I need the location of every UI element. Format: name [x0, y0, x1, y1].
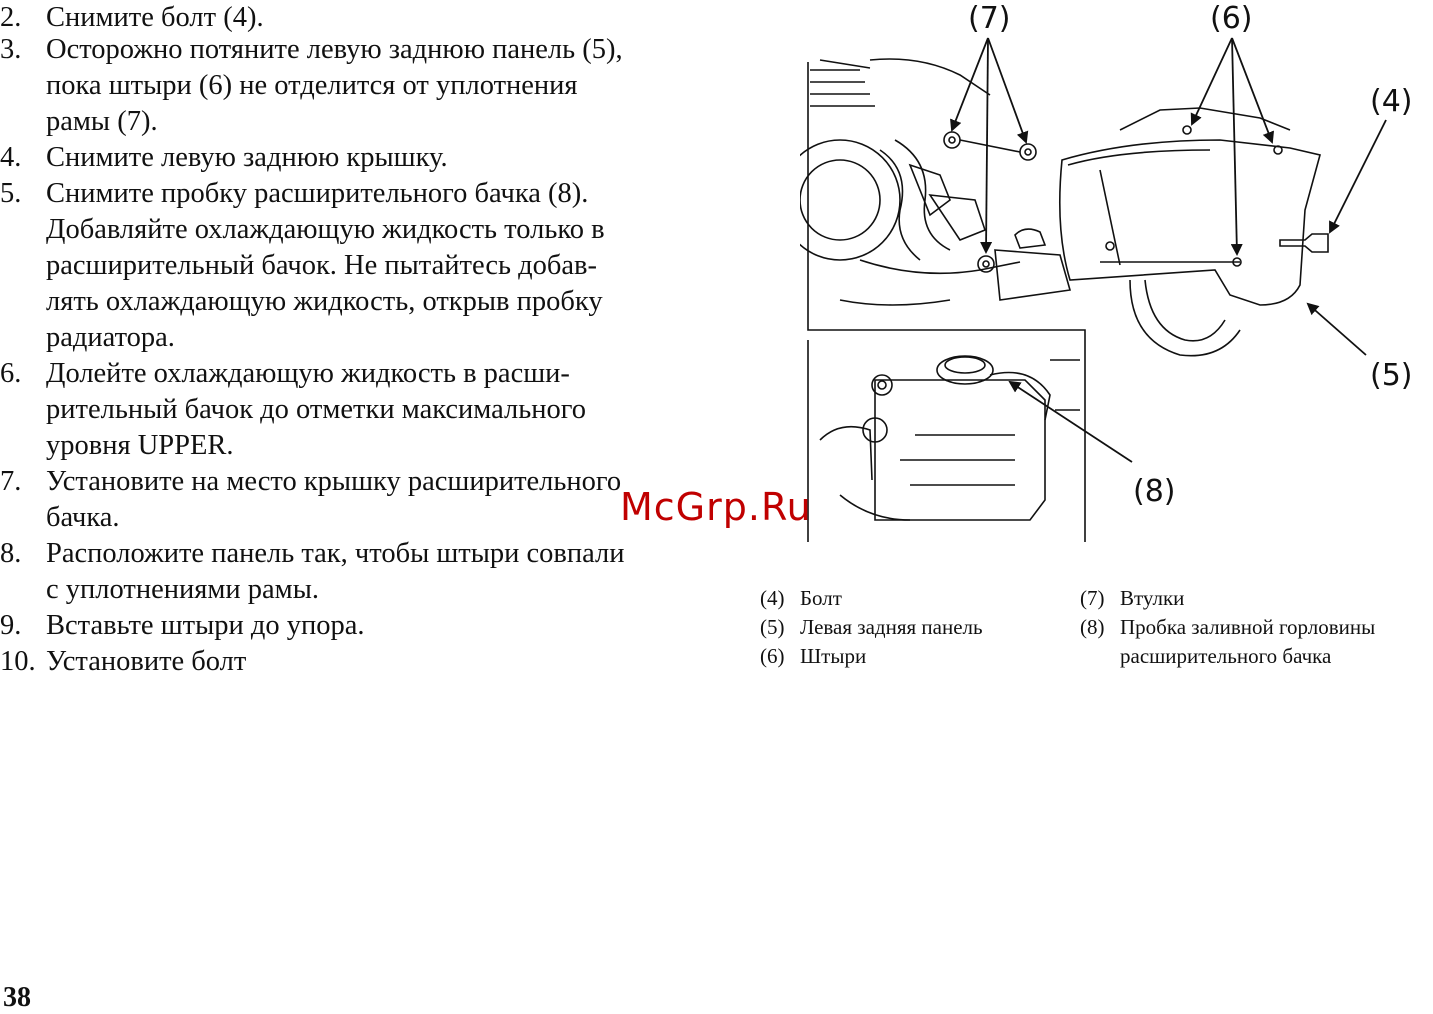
step-text: Снимите болт (4). [46, 2, 264, 33]
legend-left [760, 584, 983, 671]
step-number: 7. [0, 466, 22, 497]
step-text: уровня UPPER. [46, 430, 234, 461]
callout-5: (5) [1370, 358, 1413, 393]
step-number: 3. [0, 34, 22, 65]
step-number: 9. [0, 610, 22, 641]
arrow-7b [988, 38, 1026, 142]
page-number: 38 [3, 982, 31, 1013]
step-text: бачка. [46, 502, 120, 533]
step-number: 4. [0, 142, 22, 173]
step-text: Долейте охлаждающую жидкость в расши- [46, 358, 570, 389]
arrow-6a [1192, 38, 1232, 124]
step-text: Снимите левую заднюю крышку. [46, 142, 448, 173]
step-number: 8. [0, 538, 22, 569]
step-text: Добавляйте охлаждающую жидкость только в [46, 214, 605, 245]
arrow-6b [1232, 38, 1272, 142]
arrow-6c [1232, 38, 1237, 254]
arrow-5 [1308, 304, 1366, 355]
callout-8: (8) [1133, 474, 1176, 509]
step-text: расширительный бачок. Не пытайтесь добав- [46, 250, 597, 281]
legend-item: (8) Пробка заливной горловины [1080, 615, 1376, 639]
callout-7: (7) [968, 1, 1011, 36]
step-text: рительный бачок до отметки максимального [46, 394, 586, 425]
step-number: 5. [0, 178, 22, 209]
arrow-7a [952, 38, 988, 130]
step-text: пока штыри (6) не отделится от уплотнения [46, 70, 578, 101]
step-text: с уплотнениями рамы. [46, 574, 319, 605]
arrow-8 [1010, 382, 1132, 462]
legend-item: расширительного бачка [1120, 644, 1332, 668]
step-text: радиатора. [46, 322, 175, 353]
step-text: Установите на место крышку расширительного [46, 466, 622, 497]
legend-item: (5) Левая задняя панель [760, 615, 983, 639]
step-text: рамы (7). [46, 106, 158, 137]
motorcycle-diagram [800, 0, 1433, 560]
step-text: Снимите пробку расширительного бачка (8). [46, 178, 589, 209]
legend-item: (6) Штыри [760, 644, 867, 668]
callout-4: (4) [1370, 84, 1413, 119]
step-text: Расположите панель так, чтобы штыри совпали [46, 538, 625, 569]
legend-item: (4) Болт [760, 586, 842, 610]
step-text: Установите болт [46, 646, 247, 677]
watermark: McGrp.Ru [620, 485, 812, 529]
step-number: 2. [0, 2, 22, 33]
arrow-7c [986, 38, 988, 252]
step-number: 6. [0, 358, 22, 389]
callout-6: (6) [1210, 1, 1253, 36]
legend-item: (7) Втулки [1080, 586, 1185, 610]
legend-right [1080, 584, 1375, 671]
step-text: Осторожно потяните левую заднюю панель (5), [46, 34, 623, 65]
arrow-4 [1330, 120, 1386, 232]
step-text: лять охлаждающую жидкость, открыв пробку [46, 286, 603, 317]
step-text: Вставьте штыри до упора. [46, 610, 365, 641]
engine-illustration [800, 0, 1433, 560]
step-number: 10. [0, 646, 36, 677]
